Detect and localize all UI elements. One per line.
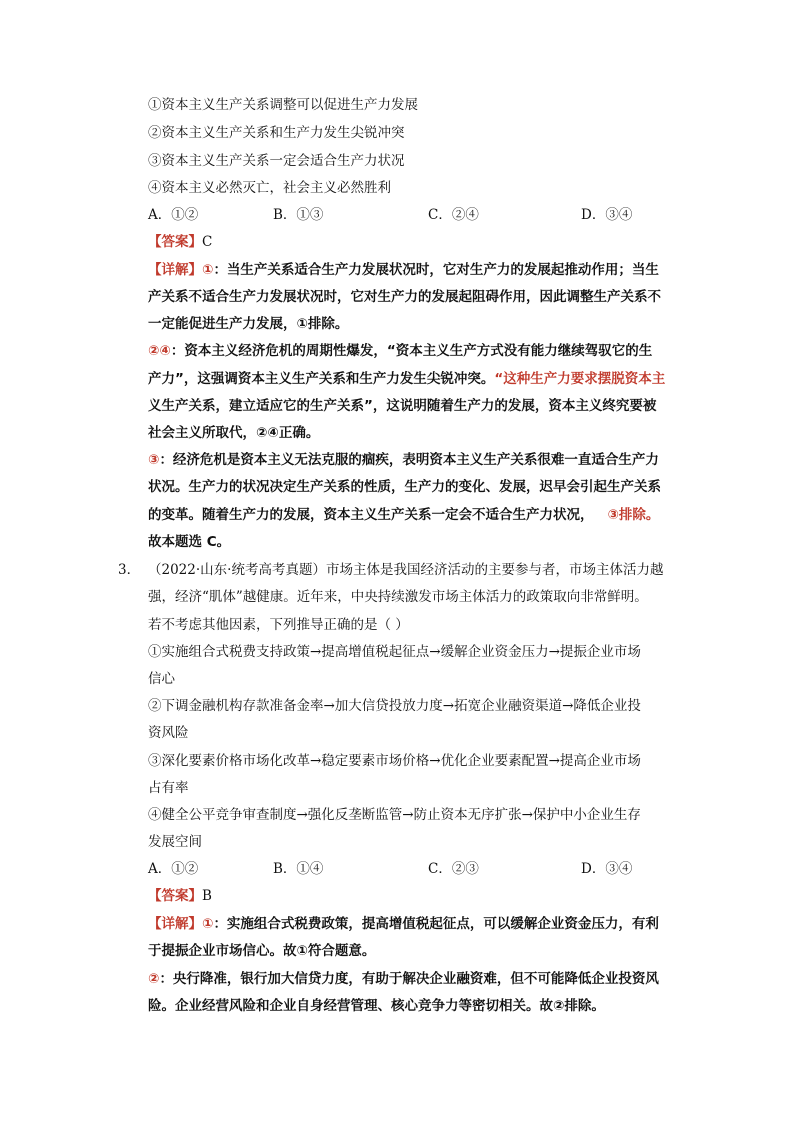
- explain-text: 的变革。随着生产力的发展，资本主义生产关系一定会不适合生产力状况，: [148, 507, 594, 523]
- q3-item-4-cont: 发展空间: [148, 834, 202, 850]
- answer-value: C: [202, 234, 213, 250]
- q2-option-a: A．①②: [148, 207, 199, 223]
- q3-explain-line-3: [148, 970, 659, 988]
- explain-mark: ②: [148, 971, 160, 987]
- q3-explain-line-4: 险。企业经营风险和企业自身经营管理、核心竞争力等密切相关。故②排除。: [148, 998, 605, 1014]
- explain-mark: ②④: [148, 343, 171, 359]
- explain-text: ：资本主义经济危机的周期性爆发，“资本主义生产方式没有能力继续驾驭它的生: [170, 343, 653, 359]
- q2-explain-line-2: 产关系不适合生产力发展状况时，它对生产力的发展起阻碍作用，因此调整生产关系不: [148, 289, 661, 305]
- explain-mark: ①: [202, 262, 214, 278]
- q3-option-c: C．②③: [428, 861, 479, 877]
- q2-item-4: ④资本主义必然灭亡，社会主义必然胜利: [148, 180, 391, 196]
- q2-explain-line-6: 义生产关系，建立适应它的生产关系”，这说明随着生产力的发展，资本主义终究要被: [148, 398, 657, 414]
- answer-tag: 【答案】: [148, 234, 202, 250]
- q2-item-3: ③资本主义生产关系一定会适合生产力状况: [148, 153, 405, 169]
- answer-value: B: [202, 888, 212, 904]
- q3-item-1: ①实施组合式税费支持政策→提高增值税起征点→缓解企业资金压力→提振企业市场: [148, 644, 641, 660]
- q2-explain-line-8: [148, 451, 659, 469]
- explain-text: ：经济危机是资本主义无法克服的痼疾，表明资本主义生产关系很难一直适合生产力: [159, 452, 659, 468]
- explain-quote: “这种生产力要求摆脱资本主: [494, 371, 666, 387]
- explain-end: ③排除。: [607, 507, 660, 523]
- q3-item-1-cont: 信心: [148, 671, 175, 687]
- q3-option-d: D．③④: [581, 861, 633, 877]
- explain-text: ：央行降准，银行加大信贷力度，有助于解决企业融资难，但不可能降低企业投资风: [159, 971, 659, 987]
- q2-option-b: B．①③: [273, 207, 324, 223]
- q2-explain-line-9: 状况。生产力的状况决定生产关系的性质，生产力的变化、发展，迟早会引起生产关系: [148, 479, 661, 495]
- q3-stem-line-1: [148, 561, 663, 579]
- q2-conclusion: 故本题选 C。: [148, 534, 231, 550]
- q2-answer: [148, 233, 212, 251]
- q3-source: （2022·山东·统考高考真题）: [148, 562, 326, 578]
- q3-stem-line-3: 若不考虑其他因素，下列推导正确的是（ ）: [148, 617, 409, 633]
- q3-option-b: B．①④: [273, 861, 324, 877]
- q2-explain-line-5: [148, 370, 665, 388]
- q2-option-d: D．③④: [581, 207, 633, 223]
- explain-text: 产力”，这强调资本主义生产关系和生产力发生尖锐冲突。: [148, 371, 495, 387]
- q2-explain-line-7: 社会主义所取代，②④正确。: [148, 425, 320, 441]
- q2-explain-line-3: 一定能促进生产力发展，①排除。: [148, 316, 349, 332]
- q3-answer: [148, 887, 212, 905]
- q2-item-2: ②资本主义生产关系和生产力发生尖锐冲突: [148, 125, 405, 141]
- q3-item-3-cont: 占有率: [148, 780, 189, 796]
- q3-option-a: A．①②: [148, 861, 199, 877]
- answer-tag: 【答案】: [148, 888, 202, 904]
- explain-text: ：实施组合式税费政策，提高增值税起征点，可以缓解企业资金压力，有利: [213, 916, 659, 932]
- q2-item-1: ①资本主义生产关系调整可以促进生产力发展: [148, 97, 418, 113]
- q3-stem: 市场主体是我国经济活动的主要参与者，市场主体活力越: [325, 562, 664, 578]
- q3-item-4: ④健全公平竞争审查制度→强化反垄断监管→防止资本无序扩张→保护中小企业生存: [148, 807, 641, 823]
- q3-stem-line-2: 强，经济“肌体”越健康。近年来，中央持续激发市场主体活力的政策取向非常鲜明。: [148, 589, 648, 605]
- q3-item-2: ②下调金融机构存款准备金率→加大信贷投放力度→拓宽企业融资渠道→降低企业投: [148, 698, 641, 714]
- q2-explain-line-4: [148, 342, 652, 360]
- q2-explain-line-1: [148, 261, 659, 279]
- q3-explain-line-2: 于提振企业市场信心。故①符合题意。: [148, 943, 376, 959]
- q3-explain-line-1: [148, 915, 659, 933]
- explain-mark: ①: [202, 916, 214, 932]
- q3-item-2-cont: 资风险: [148, 725, 189, 741]
- explain-mark: ③: [148, 452, 160, 468]
- q2-explain-line-10: [148, 506, 659, 524]
- explain-text: ：当生产关系适合生产力发展状况时，它对生产力的发展起推动作用；当生: [213, 262, 659, 278]
- explain-tag: 【详解】: [148, 916, 202, 932]
- q3-number: 3．: [118, 562, 141, 578]
- q3-item-3: ③深化要素价格市场化改革→稳定要素市场价格→优化企业要素配置→提高企业市场: [148, 753, 641, 769]
- q2-option-c: C．②④: [428, 207, 479, 223]
- explain-tag: 【详解】: [148, 262, 202, 278]
